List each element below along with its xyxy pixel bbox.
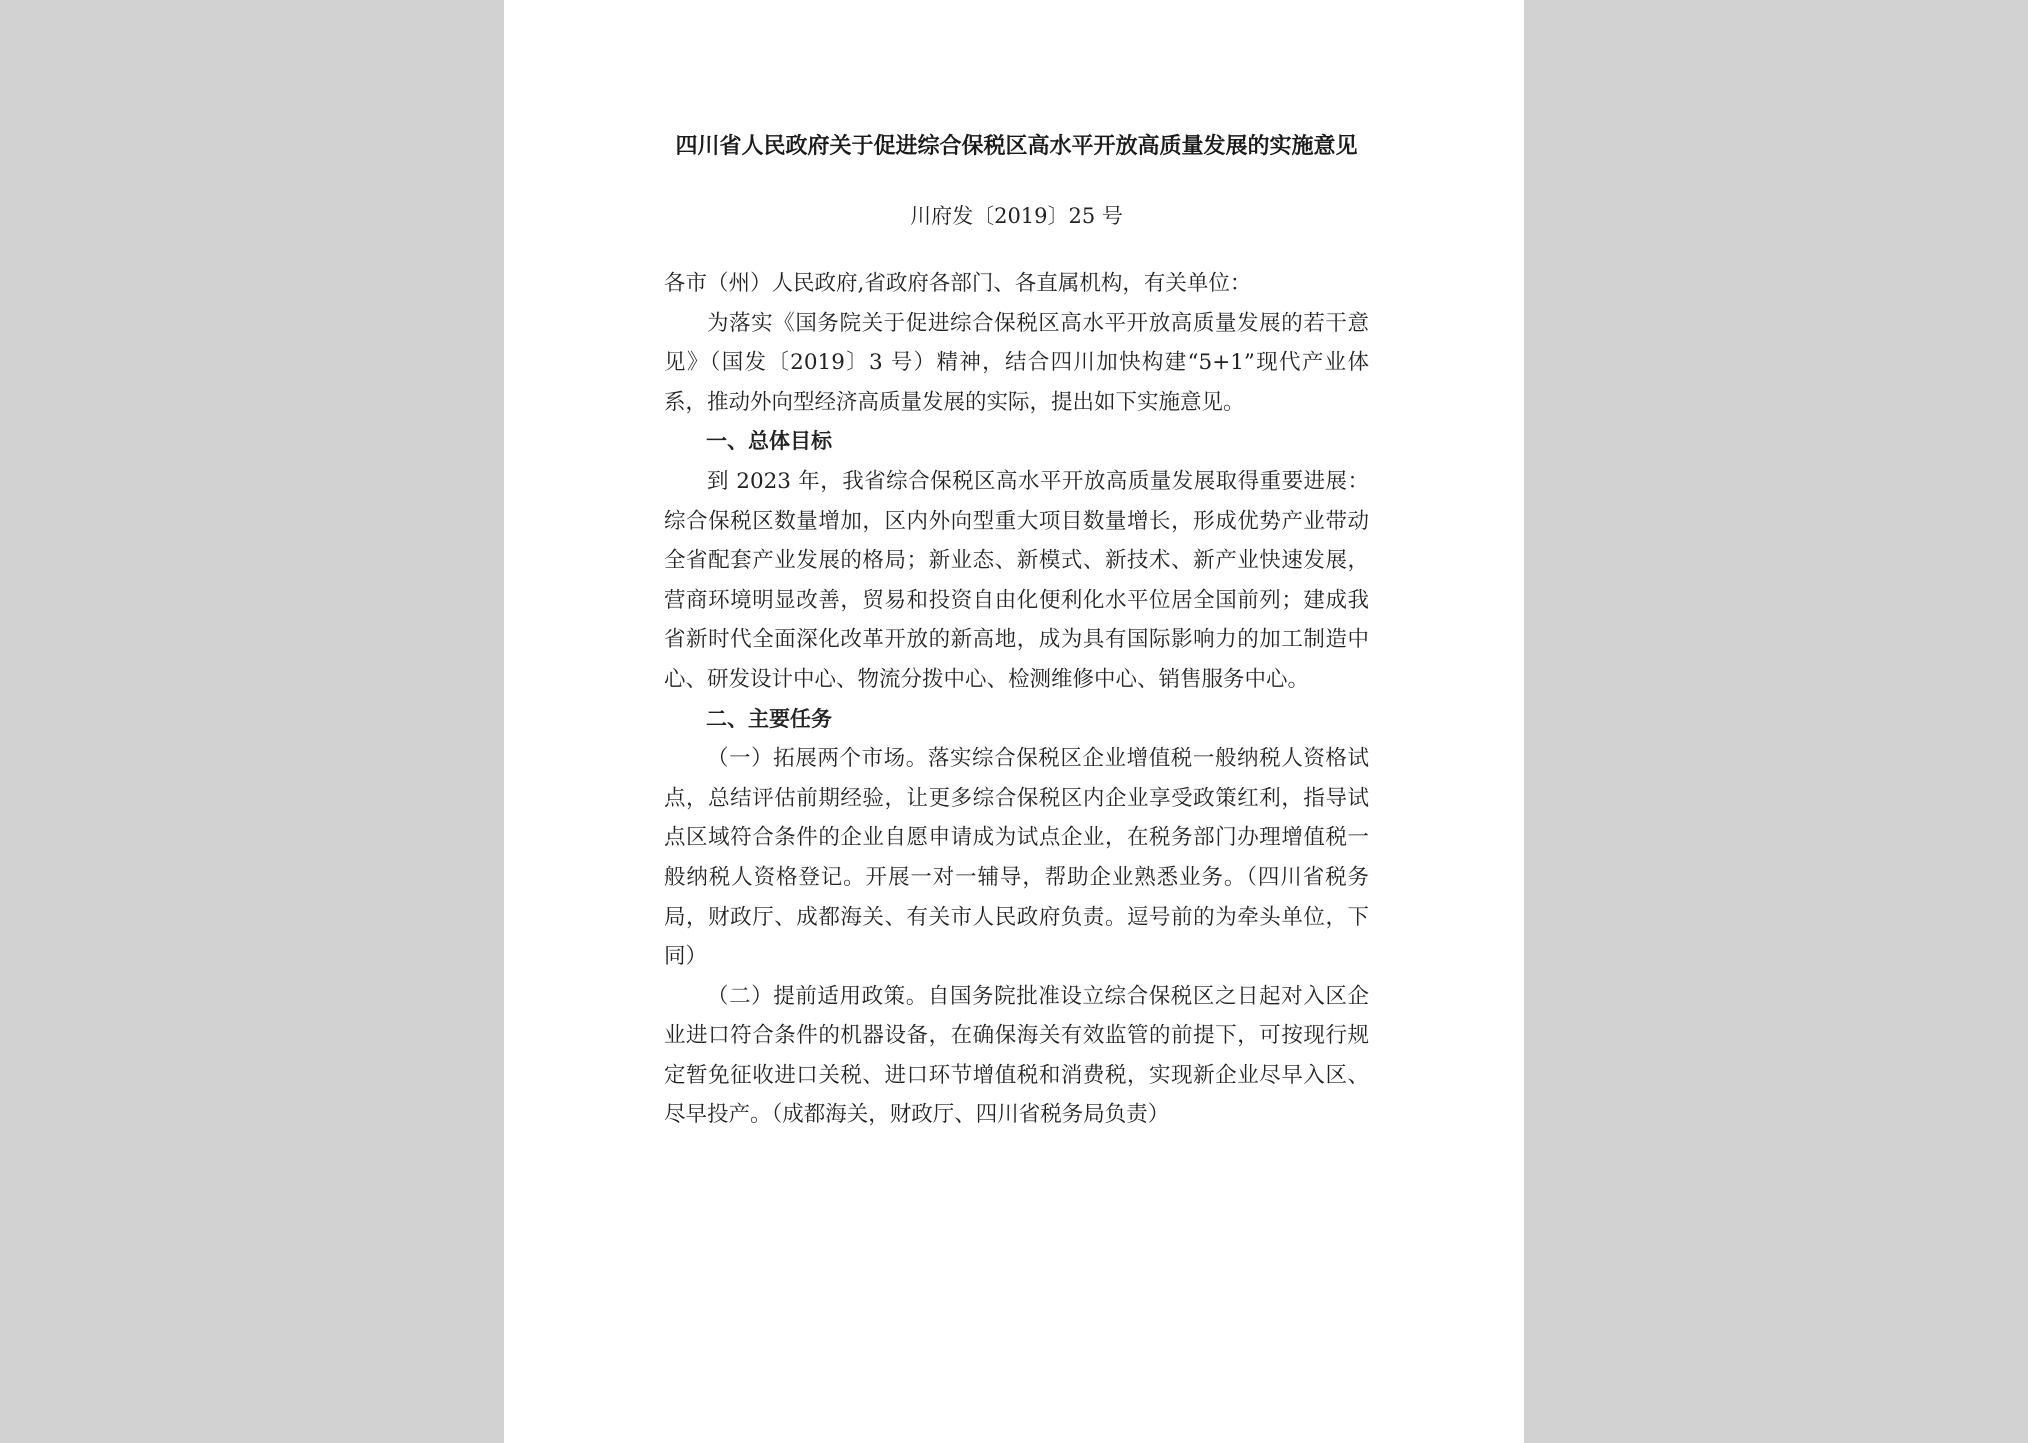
- page-content: [664, 126, 1369, 1135]
- intro-paragraph: 为落实《国务院关于促进综合保税区高水平开放高质量发展的若干意见》（国发〔2019〕3 号）精神，结合四川加快构建“5+1”现代产业体系，推动外向型经济高质量发展的实际，提出如下实施意见。: [664, 310, 1369, 415]
- goals-paragraph: 到 2023 年，我省综合保税区高水平开放高质量发展取得重要进展：综合保税区数量增加，区内外向型重大项目数量增长，形成优势产业带动全省配套产业发展的格局；新业态、新模式、新技术、新产业快速发展，营商环境明显改善，贸易和投资自由化便利化水平位居全国前列；建成我省新时代全面深化改革开放的新高地，成为具有国际影响力的加工制造中心、研发设计中心、物流分拨中心、检测维修中心、销售服务中心。: [664, 468, 1369, 692]
- section-heading-tasks: 二、主要任务: [706, 706, 832, 731]
- salutation: 各市（州）人民政府,省政府各部门、各直属机构，有关单位：: [664, 271, 1252, 296]
- document-number: 川府发〔2019〕25 号: [910, 204, 1123, 228]
- task-item-2: （二）提前适用政策。自国务院批准设立综合保税区之日起对入区企业进口符合条件的机器设备，在确保海关有效监管的前提下，可按现行规定暂免征收进口关税、进口环节增值税和消费税，实现新企业尽早入区、尽早投产。（成都海关，财政厅、四川省税务局负责）: [664, 983, 1369, 1128]
- document-page: [504, 0, 1524, 1443]
- task-item-1: （一）拓展两个市场。落实综合保税区企业增值税一般纳税人资格试点，总结评估前期经验，让更多综合保税区内企业享受政策红利，指导试点区域符合条件的企业自愿申请成为试点企业，在税务部门办理增值税一般纳税人资格登记。开展一对一辅导，帮助企业熟悉业务。（四川省税务局，财政厅、成都海关、有关市人民政府负责。逗号前的为牵头单位，下同）: [664, 746, 1369, 970]
- document-title: 四川省人民政府关于促进综合保税区高水平开放高质量发展的实施意见: [675, 134, 1358, 159]
- section-heading-goals: 一、总体目标: [706, 429, 832, 454]
